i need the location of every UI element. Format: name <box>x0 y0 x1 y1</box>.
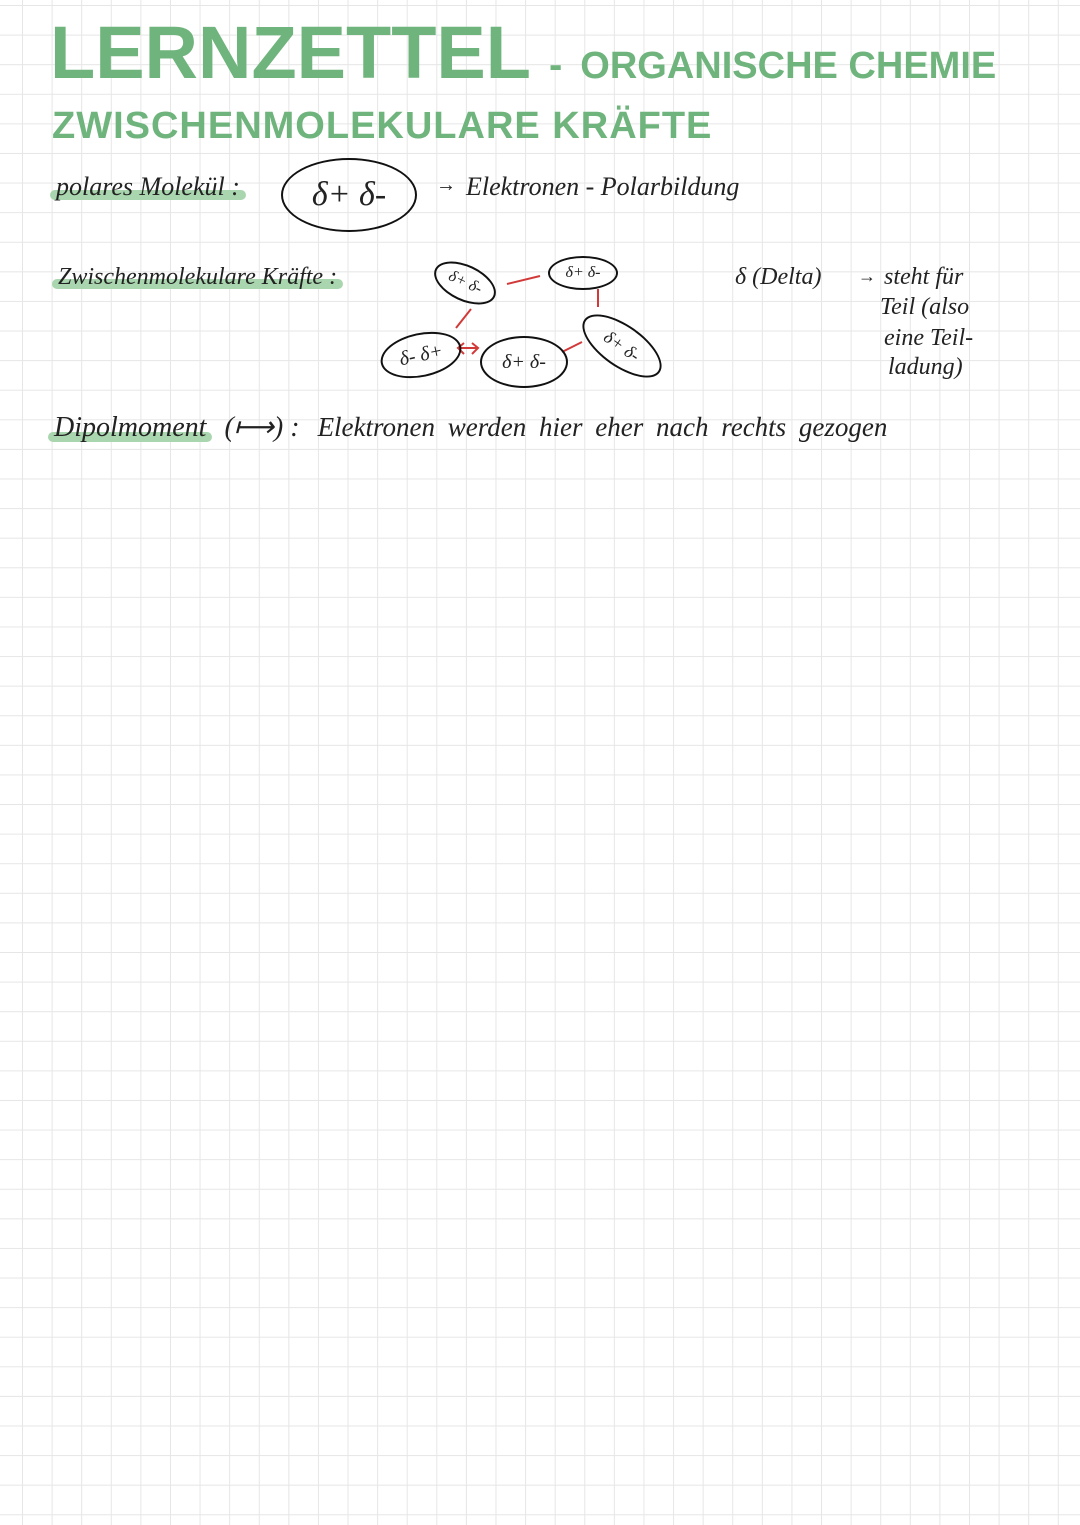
dipole-symbol: (⟼) : <box>224 412 300 443</box>
bond-line <box>562 342 582 352</box>
molecule-oval: δ+ δ- <box>480 336 568 388</box>
bond-line <box>456 309 471 328</box>
dipole-description: Elektronen werden hier eher nach rechts gezogen <box>317 412 888 442</box>
molecule-oval: δ- δ+ <box>376 325 465 385</box>
title-separator: - <box>548 43 563 87</box>
bond-line <box>507 276 540 284</box>
dipole-label: Dipolmoment <box>54 412 207 443</box>
arrow-icon: → <box>436 174 456 196</box>
molecule-oval: δ+ δ- <box>427 253 502 314</box>
dipole-row <box>54 410 887 444</box>
section-heading: ZWISCHENMOLEKULARE KRÄFTE <box>52 105 713 147</box>
arrow-icon: → <box>858 266 876 286</box>
delta-note-line: Teil (also <box>880 294 970 320</box>
delta-note-line: eine Teil- <box>884 325 974 351</box>
polar-molecule-oval: δ+ δ- <box>281 158 417 232</box>
delta-symbol: δ (Delta) <box>735 264 822 290</box>
molecule-oval: δ+ δ- <box>572 302 671 389</box>
forces-label-text: Zwischenmolekulare Kräfte : <box>58 264 338 290</box>
polar-description: Elektronen - Polarbildung <box>466 172 740 201</box>
polar-label-text: polares Molekül : <box>56 172 240 201</box>
delta-note-line: ladung) <box>888 354 963 380</box>
molecule-oval: δ+ δ- <box>548 256 618 290</box>
delta-note-line: steht für <box>884 264 964 290</box>
page-subtitle: ORGANISCHE CHEMIE <box>580 45 997 87</box>
page-title: LERNZETTEL <box>50 11 531 94</box>
